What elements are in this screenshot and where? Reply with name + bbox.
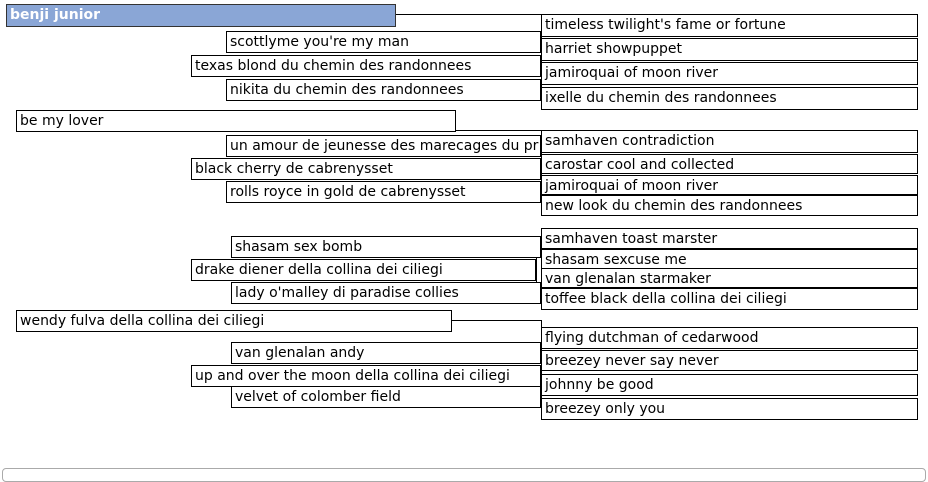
ancestor-box[interactable]: drake diener della collina dei ciliegi — [191, 259, 536, 281]
ancestor-box[interactable]: samhaven contradiction — [541, 130, 918, 153]
ancestor-box[interactable]: jamiroquai of moon river — [541, 62, 918, 85]
ancestor-box[interactable]: ixelle du chemin des randonnees — [541, 87, 918, 110]
ancestor-box[interactable]: harriet showpuppet — [541, 38, 918, 61]
ancestor-box[interactable]: van glenalan starmaker — [541, 268, 918, 288]
ancestor-box[interactable]: carostar cool and collected — [541, 154, 918, 174]
ancestor-box[interactable]: flying dutchman of cedarwood — [541, 327, 918, 349]
ancestor-box[interactable]: timeless twilight's fame or fortune — [541, 14, 918, 37]
ancestor-box[interactable]: shasam sex bomb — [231, 236, 541, 258]
ancestor-box[interactable]: jamiroquai of moon river — [541, 175, 918, 195]
ancestor-box[interactable]: black cherry de cabrenysset — [191, 158, 541, 180]
root-dog-name[interactable]: benji junior — [6, 4, 396, 27]
ancestor-box[interactable]: rolls royce in gold de cabrenysset — [226, 181, 541, 203]
ancestor-box[interactable]: lady o'malley di paradise collies — [231, 282, 541, 304]
ancestor-box[interactable]: velvet of colomber field — [231, 386, 541, 408]
ancestor-box[interactable]: van glenalan andy — [231, 342, 541, 364]
ancestor-box-dam[interactable]: wendy fulva della collina dei ciliegi — [16, 310, 452, 332]
ancestor-box[interactable]: un amour de jeunesse des marecages du pr — [226, 135, 541, 157]
ancestor-box[interactable]: new look du chemin des randonnees — [541, 195, 918, 216]
ancestor-box[interactable]: breezey never say never — [541, 350, 918, 371]
ancestor-box[interactable]: shasam sexcuse me — [541, 249, 918, 269]
bottom-panel-edge — [2, 468, 926, 482]
ancestor-box[interactable]: johnny be good — [541, 374, 918, 396]
ancestor-box[interactable]: texas blond du chemin des randonnees — [191, 55, 541, 77]
ancestor-box[interactable]: samhaven toast marster — [541, 228, 918, 249]
ancestor-box[interactable]: scottlyme you're my man — [226, 31, 541, 53]
ancestor-box[interactable]: nikita du chemin des randonnees — [226, 79, 541, 101]
ancestor-box[interactable]: up and over the moon della collina dei ciliegi — [191, 365, 541, 387]
ancestor-box[interactable]: toffee black della collina dei ciliegi — [541, 288, 918, 310]
ancestor-box[interactable]: breezey only you — [541, 398, 918, 420]
ancestor-box-sire[interactable]: be my lover — [16, 110, 456, 132]
